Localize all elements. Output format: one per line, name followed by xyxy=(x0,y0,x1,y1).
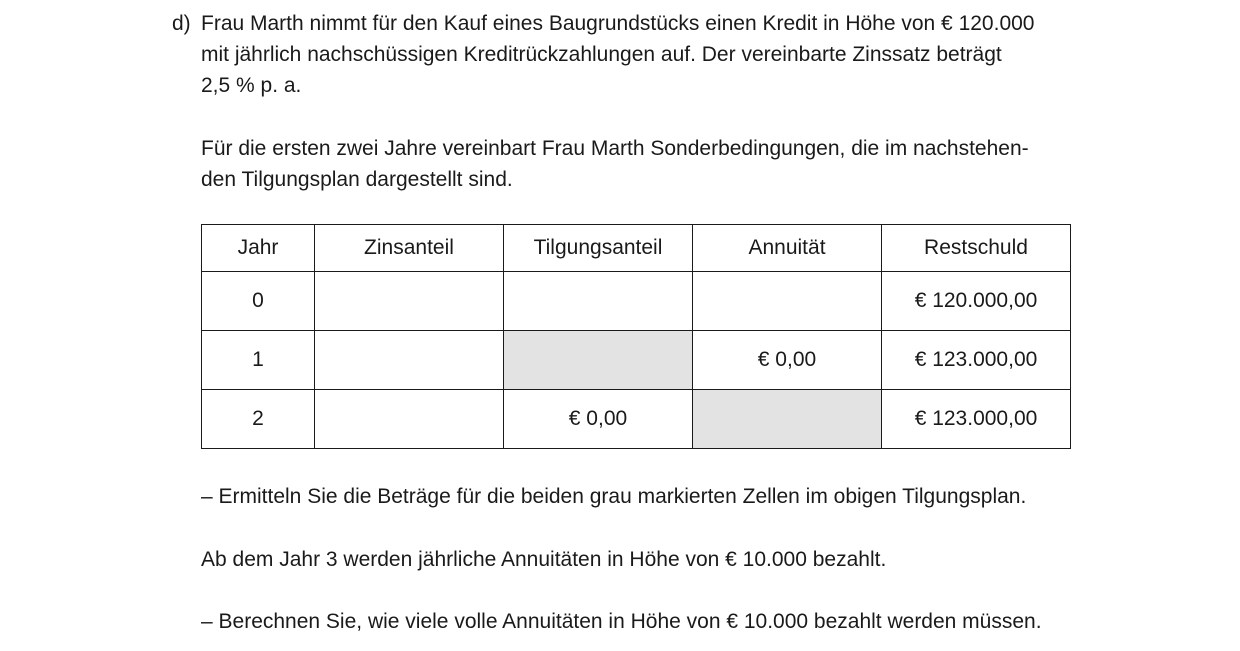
intro-line-2: mit jährlich nachschüssigen Kreditrückzahlungen auf. Der vereinbarte Zinssatz beträgt xyxy=(201,43,1002,66)
cell-restschuld: € 120.000,00 xyxy=(882,272,1071,331)
cell-zinsanteil xyxy=(315,331,504,390)
info-line: Ab dem Jahr 3 werden jährliche Annuitäten in Höhe von € 10.000 bezahlt. xyxy=(201,548,887,571)
cell-jahr: 2 xyxy=(202,390,315,449)
cell-zinsanteil xyxy=(315,272,504,331)
header-zinsanteil: Zinsanteil xyxy=(315,225,504,272)
table-header-row xyxy=(202,225,1071,272)
task-label: d) xyxy=(172,12,191,35)
header-jahr: Jahr xyxy=(202,225,315,272)
cell-restschuld: € 123.000,00 xyxy=(882,331,1071,390)
conditions-line-1: Für die ersten zwei Jahre vereinbart Frau Marth Sonderbedingungen, die im nachstehen- xyxy=(201,137,1029,160)
cell-tilgungsanteil: € 0,00 xyxy=(504,390,693,449)
intro-line-3: 2,5 % p. a. xyxy=(201,74,302,97)
header-tilgungsanteil: Tilgungsanteil xyxy=(504,225,693,272)
table-row xyxy=(202,331,1071,390)
header-restschuld: Restschuld xyxy=(882,225,1071,272)
table-row xyxy=(202,272,1071,331)
cell-restschuld: € 123.000,00 xyxy=(882,390,1071,449)
tilgungsplan-table xyxy=(201,224,1071,449)
cell-annuitaet xyxy=(693,272,882,331)
cell-zinsanteil xyxy=(315,390,504,449)
cell-tilgungsanteil-gray xyxy=(504,331,693,390)
table-row xyxy=(202,390,1071,449)
cell-tilgungsanteil xyxy=(504,272,693,331)
cell-jahr: 1 xyxy=(202,331,315,390)
cell-annuitaet-gray xyxy=(693,390,882,449)
intro-line-1: Frau Marth nimmt für den Kauf eines Baugrundstücks einen Kredit in Höhe von € 120.000 xyxy=(201,12,1035,35)
task-2: – Berechnen Sie, wie viele volle Annuitäten in Höhe von € 10.000 bezahlt werden müssen. xyxy=(201,610,1042,633)
cell-jahr: 0 xyxy=(202,272,315,331)
task-1: – Ermitteln Sie die Beträge für die beiden grau markierten Zellen im obigen Tilgungsplan. xyxy=(201,485,1027,508)
header-annuitaet: Annuität xyxy=(693,225,882,272)
cell-annuitaet: € 0,00 xyxy=(693,331,882,390)
conditions-line-2: den Tilgungsplan dargestellt sind. xyxy=(201,168,513,191)
